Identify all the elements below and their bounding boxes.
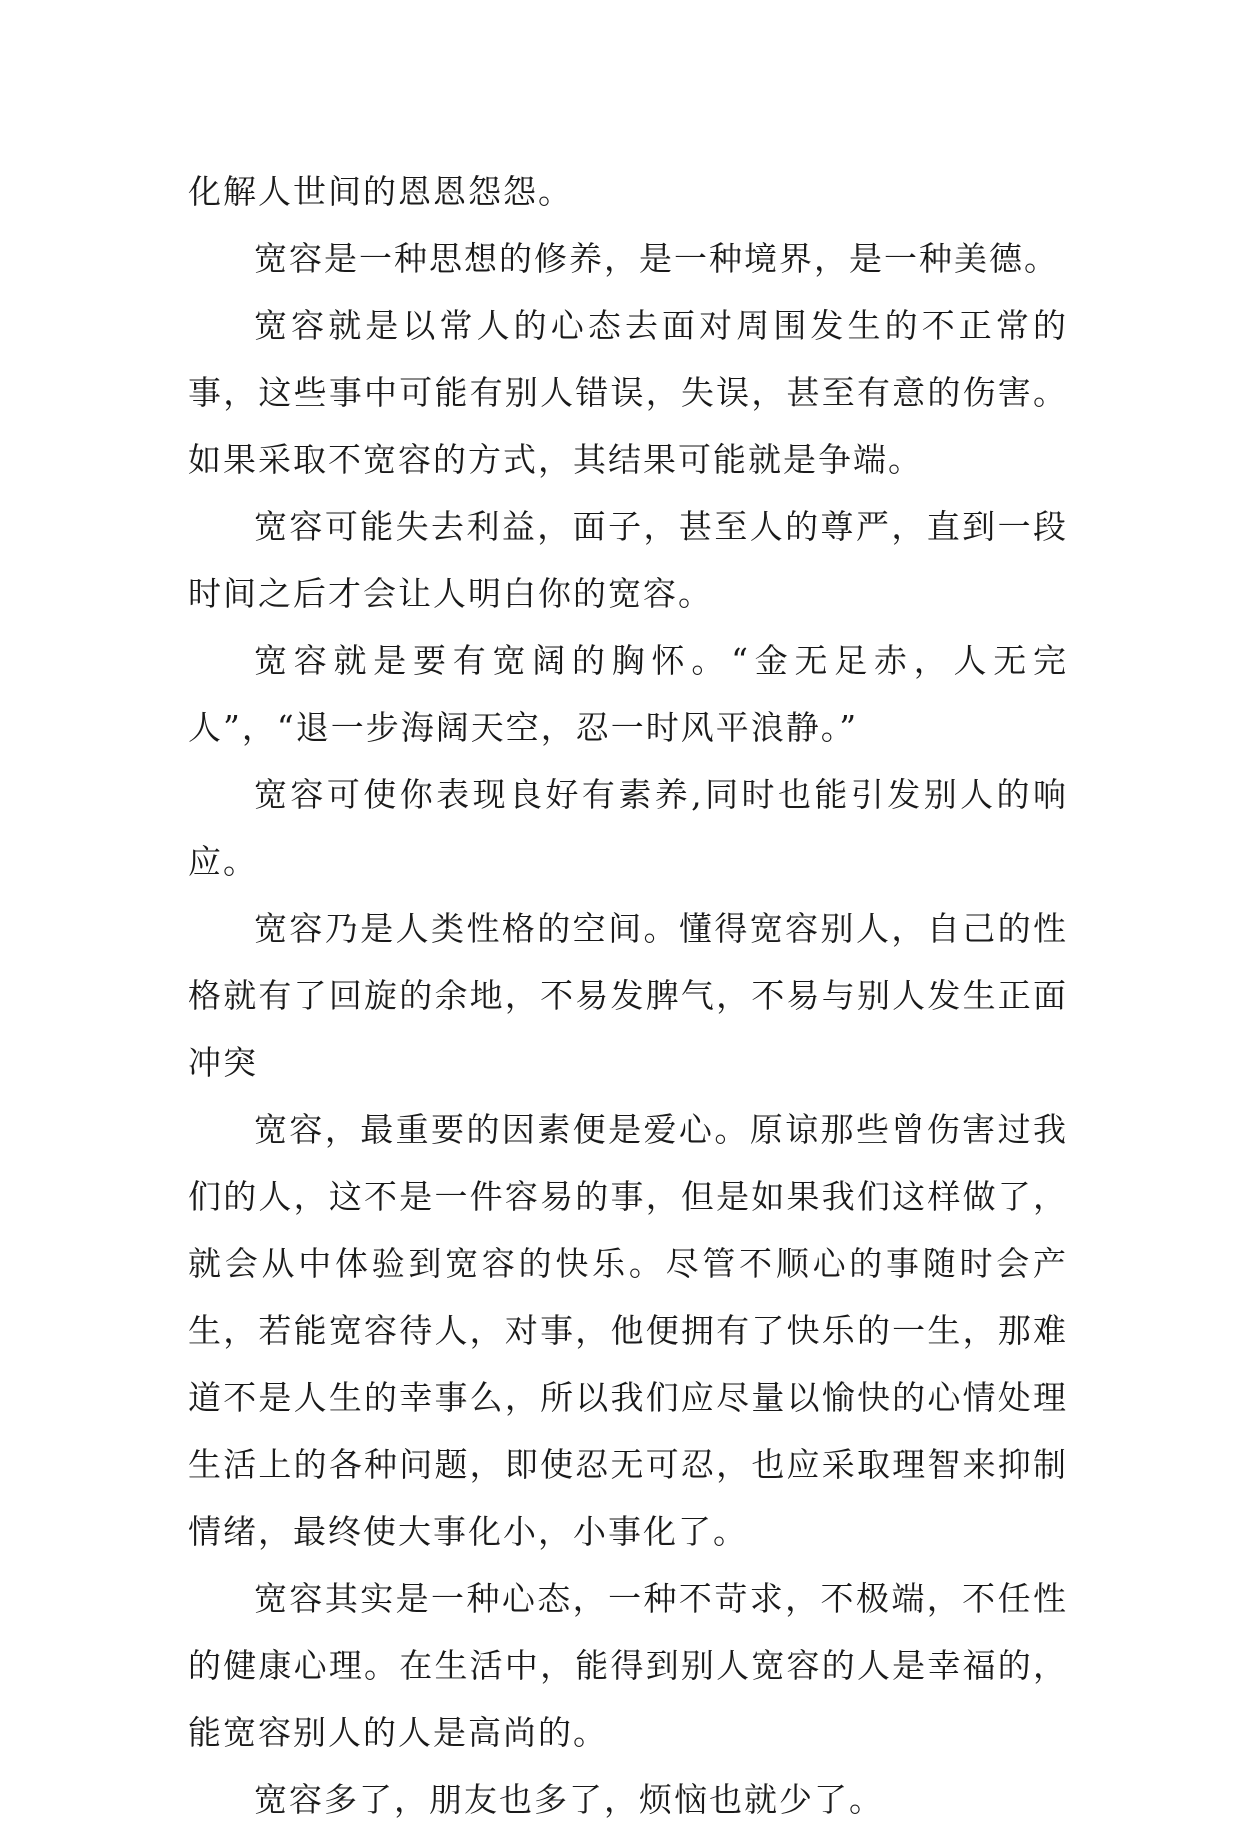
paragraph-9: 宽容其实是一种心态，一种不苛求，不极端，不任性的健康心理。在生活中，能得到别人宽容的人是幸福的，能宽容别人的人是高尚的。 — [188, 1579, 1068, 1752]
paragraph-5: 宽容就是要有宽阔的胸怀。“金无足赤，人无完人”，“退一步海阔天空，忍一时风平浪静。” — [188, 641, 1068, 747]
body-text — [188, 158, 1068, 1833]
paragraph-2: 宽容是一种思想的修养，是一种境界，是一种美德。 — [254, 239, 1059, 278]
paragraph-4: 宽容可能失去利益，面子，甚至人的尊严，直到一段时间之后才会让人明白你的宽容。 — [188, 507, 1068, 613]
paragraph-3: 宽容就是以常人的心态去面对周围发生的不正常的事，这些事中可能有别人错误，失误，甚至有意的伤害。如果采取不宽容的方式，其结果可能就是争端。 — [188, 306, 1068, 479]
paragraph-8: 宽容，最重要的因素便是爱心。原谅那些曾伤害过我们的人，这不是一件容易的事，但是如果我们这样做了，就会从中体验到宽容的快乐。尽管不顺心的事随时会产生，若能宽容待人，对事，他便拥有了快乐的一生，那难道不是人生的幸事么，所以我们应尽量以愉快的心情处理生活上的各种问题，即使忍无可忍，也应采取理智来抑制情绪，最终使大事化小，小事化了。 — [188, 1110, 1068, 1551]
paragraph-10: 宽容多了，朋友也多了，烦恼也就少了。 — [254, 1780, 884, 1819]
paragraph-7: 宽容乃是人类性格的空间。懂得宽容别人，自己的性格就有了回旋的余地，不易发脾气，不易与别人发生正面冲突 — [188, 909, 1068, 1082]
paragraph-1: 化解人世间的恩恩怨怨。 — [188, 172, 573, 211]
paragraph-6: 宽容可使你表现良好有素养,同时也能引发别人的响应。 — [188, 775, 1068, 881]
